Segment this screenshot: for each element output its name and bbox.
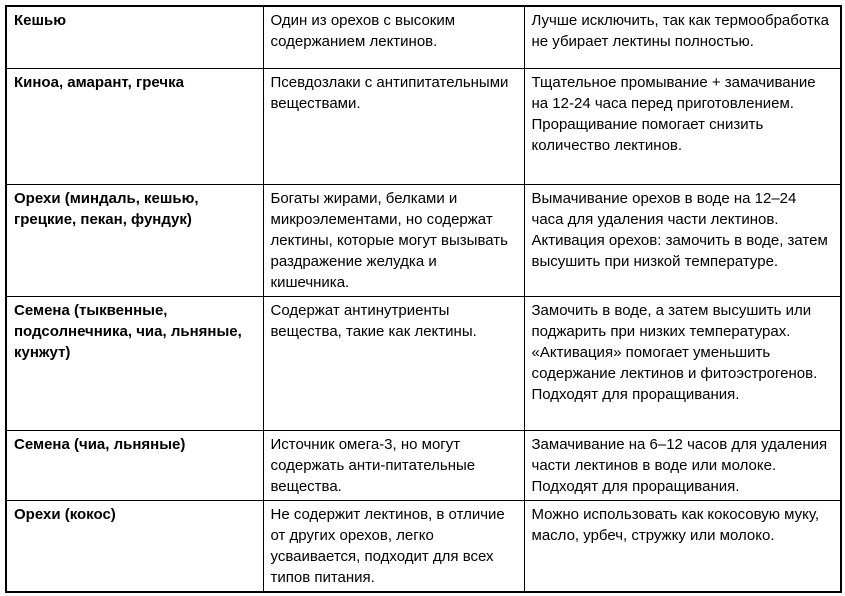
- description-cell: Не содержит лектинов, в отличие от других орехов, легко усваивается, подходит для всех типов питания.: [263, 500, 524, 592]
- table-row: [6, 6, 841, 68]
- table-row: [6, 68, 841, 184]
- lectins-table-body: [6, 6, 841, 592]
- item-cell: Семена (тыквенные, подсолнечника, чиа, льняные, кунжут): [6, 296, 263, 430]
- description-cell: Содержат антинутриенты вещества, такие как лектины.: [263, 296, 524, 430]
- description-cell: Богаты жирами, белками и микроэлементами, но содержат лектины, которые могут вызывать раздражение желудка и кишечника.: [263, 184, 524, 296]
- item-cell: Киноа, амарант, гречка: [6, 68, 263, 184]
- lectins-table: [5, 5, 842, 593]
- item-cell: Семена (чиа, льняные): [6, 430, 263, 500]
- table-row: [6, 184, 841, 296]
- table-row: [6, 500, 841, 592]
- description-cell: Один из орехов с высоким содержанием лектинов.: [263, 6, 524, 68]
- item-cell: Орехи (миндаль, кешью, грецкие, пекан, фундук): [6, 184, 263, 296]
- recommendation-cell: Можно использовать как кокосовую муку, масло, урбеч, стружку или молоко.: [524, 500, 841, 592]
- description-cell: Источник омега-3, но могут содержать анти-питательные вещества.: [263, 430, 524, 500]
- table-row: [6, 430, 841, 500]
- recommendation-cell: Замочить в воде, а затем высушить или поджарить при низких температурах. «Активация» помогает уменьшить содержание лектинов и фитоэстрогенов. Подходят для проращивания.: [524, 296, 841, 430]
- recommendation-cell: Тщательное промывание + замачивание на 12-24 часа перед приготовлением. Проращивание помогает снизить количество лектинов.: [524, 68, 841, 184]
- description-cell: Псевдозлаки с антипитательными веществами.: [263, 68, 524, 184]
- table-row: [6, 296, 841, 430]
- recommendation-cell: Замачивание на 6–12 часов для удаления части лектинов в воде или молоке. Подходят для проращивания.: [524, 430, 841, 500]
- item-cell: Кешью: [6, 6, 263, 68]
- recommendation-cell: Лучше исключить, так как термообработка не убирает лектины полностью.: [524, 6, 841, 68]
- item-cell: Орехи (кокос): [6, 500, 263, 592]
- recommendation-cell: Вымачивание орехов в воде на 12–24 часа для удаления части лектинов. Активация орехов: замочить в воде, затем высушить при низкой температуре.: [524, 184, 841, 296]
